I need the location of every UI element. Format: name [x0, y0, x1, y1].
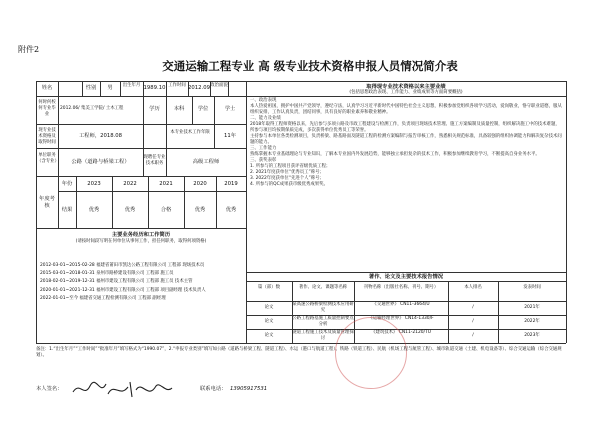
section-paragraph: 熟练掌握本专业基础理论与专业知识，了解本专业国内外发展趋势，能够独立承担复杂的技术工作，积极参加继续教育学习，不断提高自身业务水平。 — [250, 152, 540, 157]
papers-cell: 某高速公路桥梁检测技术应用研究 — [292, 302, 354, 313]
papers-header: 刊物名称（出版社名称、刊号、期号） — [363, 285, 439, 290]
employ-value: 高级工程师 — [192, 159, 220, 165]
assessment-label: 年度考核 — [39, 196, 55, 209]
papers-cell: 《运输经理世界》 CN14-1330/F — [368, 316, 434, 321]
achievements-body — [250, 98, 562, 188]
assessment-result: 优秀 — [88, 207, 100, 213]
cur-title-value: 工程师，2018.08 — [78, 133, 123, 139]
papers-cell: 论文 — [264, 333, 274, 338]
papers-header: 篇（部）数 — [258, 285, 280, 290]
phone-value: 13905917531 — [230, 386, 268, 392]
work-history-line: 2018-02-01~2019-12-31 福州市建设工程有限公司 工程部 施工员 技术主管 — [40, 279, 193, 285]
work-history-line: 2015-03-01~2018-01-31 泉州市路桥建设有限公司 工程部 施工员 — [40, 271, 174, 277]
work-value: 2012.09 — [188, 85, 210, 91]
phone-label: 联系电话： — [200, 386, 227, 392]
assessment-result: 优秀 — [225, 207, 237, 213]
work-history-line: 2012-03-01~2015-02-28 福建省莆田市凯达公路工程有限公司 工程部 现场技术员 — [40, 263, 205, 268]
birth-label: 出生年月 — [122, 83, 141, 88]
assessment-result: 优秀 — [124, 207, 136, 213]
papers-cell: 《建筑技术》 CN11-2120/TU — [371, 330, 431, 335]
papers-cell: / — [472, 305, 474, 310]
papers-cell: 公路工程路基施工质量控制要点分析 — [292, 316, 354, 327]
papers-cell: 《交通世界》 CN11-3664/U — [372, 302, 430, 307]
name-label: 姓名 — [41, 85, 53, 91]
degree-value: 本科 — [173, 106, 185, 112]
assessment-year: 2023 — [87, 181, 101, 187]
section-paragraph: 本人热爱祖国，拥护中国共产党领导，遵纪守法，认真学习习近平新时代中国特色社会主义思想，积极参加党组织各项学习活动，爱岗敬业，恪守职业道德，服从组织安排，工作认真负责，团结同事，具有良好的职业素养和敬业精神。 — [250, 104, 562, 115]
xuewei-value: 学士 — [224, 106, 236, 112]
papers-header: 发表时间 — [523, 285, 541, 290]
grad-value: 2012.06/ 集美工学院/ 土木工程 — [60, 106, 124, 111]
section-heading: 二、能力及业绩 — [250, 116, 281, 121]
assessment-year: 2021 — [159, 181, 173, 187]
birth-value: 1989.10 — [143, 85, 166, 91]
achievements-heading: 取得现专业技术资格以来主要业绩 — [366, 84, 446, 90]
papers-cell: 2021年 — [524, 305, 540, 310]
gender-label: 性别 — [85, 85, 97, 91]
cur-title-label: 现专业技术资格及取得时间 — [38, 128, 56, 145]
work-history-line: 2020-01-01~2021-12-31 福州市建设工程有限公司 工程部 项目副经理 技术负责人 — [40, 287, 206, 293]
assessment-year-label: 年份 — [61, 181, 73, 187]
papers-header: 著作、论文、课题等名称 — [298, 285, 348, 290]
assessment-year: 2020 — [193, 181, 207, 187]
papers-cell: / — [472, 319, 474, 324]
papers-heading: 著作、论文及主要技术报告情况 — [368, 274, 444, 280]
section-heading: 一、政治表现 — [250, 98, 277, 103]
page-title: 交通运输工程专业 高 级专业技术资格申报人员情况简介表 — [162, 59, 458, 73]
papers-header: 本人排名 — [464, 285, 482, 290]
signature-label: 本人签名： — [36, 386, 63, 392]
grad-label: 何时何校何专业毕业 — [38, 100, 56, 117]
assessment-result-label: 结果 — [61, 207, 73, 213]
employ-label: 现聘任专业技术职务 — [143, 155, 166, 166]
assessment-year: 2019 — [224, 181, 238, 187]
papers-cell: / — [472, 333, 474, 338]
years-value: 11年 — [223, 133, 237, 139]
honor-line: 4. 所参与的QC成果获市级优秀成果奖。 — [250, 182, 328, 187]
honor-line: 3. 2022年度获单位“先进个人”称号； — [250, 176, 324, 181]
xuewei-label: 学位 — [197, 106, 209, 112]
notes: 备注：1.“出生年月”“工作时间”“批准年月”填写格式为“1990.07”，2.“申报专业类别”填写如公路（道路与桥梁工程、隧道工程）、水运（港口与航道工程）、铁路（铁道工程）、民航（机场工程与航管工程）、城市轨道交通（土建、机电设备等）、综合交通运输（综合交通规划）。 — [36, 347, 562, 358]
honor-line: 1. 所参与的工程项目获评省级优质工程； — [250, 164, 331, 169]
section-heading: 三、获奖表彰 — [250, 158, 277, 163]
work-history-heading: 主要业务经历和工作简历 — [111, 232, 171, 238]
unit-value: 公路（道路与桥梁工程） — [71, 159, 130, 165]
politics-label: 政治面貌 — [210, 83, 228, 88]
section-paragraph: 2018年取得工程师资格以来，先后参与多项公路及市政工程建设与检测工作，负责项目现场技术管理、施工方案编制及质量控制，组织解决施工中的技术难题，所参与项目均按期保质完成，多次获得单位优秀员工等荣誉。 — [250, 122, 560, 133]
papers-cell: 隧道工程施工技术及质量管理探讨 — [292, 330, 354, 341]
papers-cell: 2022年 — [524, 319, 540, 324]
papers-cell: 论文 — [264, 305, 274, 310]
work-history-line: 2022-01-01~至今 福建省交通工程检测有限公司 工程部 副经理 — [40, 295, 166, 301]
unit-label: 单位职务（含专业） — [37, 153, 59, 164]
honor-line: 2. 2021年度获单位“优秀员工”称号； — [250, 170, 324, 175]
section-heading: 三、工作能力 — [250, 146, 277, 151]
section-paragraph: 主持参与本单位各类检测项目，负责桥梁、路基路面及隧道工程的检测方案编制与报告审核工作，熟悉相关规范标准，具备较强的组织协调能力和解决复杂技术问题的能力。 — [250, 134, 562, 145]
work-history-subheading: (请按时间段写明在何单位从事何工作，担任何职务，取得何项资格) — [75, 239, 207, 244]
assessment-result: 优秀 — [194, 207, 206, 213]
assessment-year: 2022 — [123, 181, 137, 187]
papers-cell: 2023年 — [524, 333, 540, 338]
handwritten-signature — [70, 378, 175, 400]
degree-label: 学历 — [149, 106, 160, 112]
work-label: 工作时间 — [168, 83, 186, 88]
assessment-result: 合格 — [160, 207, 172, 213]
years-label: 本专业技术工作年限 — [170, 130, 210, 135]
attachment-label: 附件2 — [18, 45, 40, 54]
papers-cell: 论文 — [264, 319, 274, 324]
work-history-list — [40, 262, 244, 303]
achievements-subheading: (包括思想政治表现、工作能力、业绩成果等方面简要概括) — [349, 90, 463, 95]
gender-value: 男 — [107, 85, 113, 91]
